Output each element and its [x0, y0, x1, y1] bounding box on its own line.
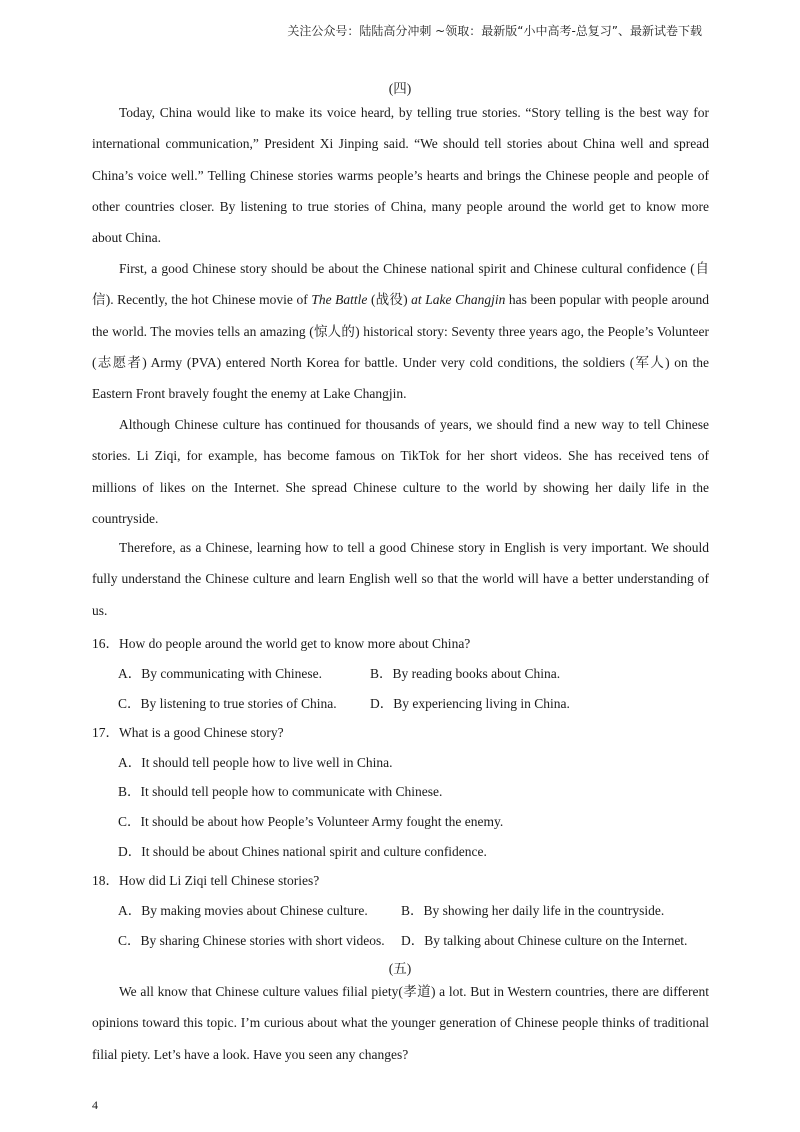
question-16-stem: 16．How do people around the world get to know more about China? — [92, 636, 471, 651]
page-header: 关注公众号：陆陆高分冲刺 ~领取：最新版“小中高考-总复习”、最新试卷下载 — [287, 24, 702, 38]
section-5-paragraph-1: We all know that Chinese culture values filial piety(孝道) a lot. But in Western countries, there are different opinions toward this topic. I’m curious about what the younger generation of Chinese people thinks of traditional filial piety. Let’s have a look. Have you seen any changes? — [92, 984, 709, 1062]
passage-paragraph-2 — [92, 253, 709, 409]
question-16-option-a[interactable]: A．By communicating with Chinese. — [118, 666, 322, 681]
question-16-option-d[interactable]: D．By experiencing living in China. — [370, 696, 570, 711]
question-18-option-d[interactable]: D．By talking about Chinese culture on the Internet. — [401, 933, 688, 948]
question-18-option-a[interactable]: A．By making movies about Chinese culture. — [118, 903, 368, 918]
question-16-option-c[interactable]: C．By listening to true stories of China. — [118, 696, 337, 711]
question-16-option-b[interactable]: B．By reading books about China. — [370, 666, 561, 681]
movie-title-part-2: at Lake Changjin — [411, 292, 506, 308]
question-17-stem: 17．What is a good Chinese story? — [92, 725, 284, 740]
section-title-4: (四) — [388, 81, 412, 96]
paragraph-2-text-b: (战役) — [367, 292, 412, 308]
page-number: 4 — [92, 1098, 98, 1112]
question-17-option-c[interactable]: C．It should be about how People’s Volunteer Army fought the enemy. — [118, 814, 504, 829]
question-17-option-b[interactable]: B．It should tell people how to communicate with Chinese. — [118, 784, 443, 799]
section-title-5: (五) — [388, 961, 412, 976]
passage-paragraph-3: Although Chinese culture has continued for thousands of years, we should find a new way to tell Chinese stories. Li Ziqi, for example, has become famous on TikTok for her short videos. She has received tens of millions of likes on the Internet. She spread Chinese culture to the world by showing her daily life in the countryside. — [92, 417, 709, 526]
paragraph-2-text-a: First, a good Chinese story should be about the Chinese national spirit and Chinese cultural confidence (自信). Recently, the hot Chinese movie of — [92, 261, 709, 308]
movie-title-part-1: The Battle — [311, 292, 368, 308]
passage-paragraph-4: Therefore, as a Chinese, learning how to tell a good Chinese story in English is very important. We should fully understand the Chinese culture and learn English well so that the world will have a better understanding of us. — [92, 540, 709, 618]
passage-paragraph-1: Today, China would like to make its voice heard, by telling true stories. “Story telling is the best way for international communication,” President Xi Jinping said. “We should tell stories about China well and spread China’s voice well.” Telling Chinese stories warms people’s hearts and brings the Chinese people and people of other countries closer. By listening to true stories of China, many people around the world get to know more about China. — [92, 105, 709, 246]
paragraph-2-text-c: has been popular with people around the world. The movies tells an amazing (惊人的) historical story: Seventy three years ago, the People’s Volunteer (志愿者) Army (PVA) entered North Korea for battle. Under very cold conditions, the soldiers (军人) on the Eastern Front bravely fought the enemy at Lake Changjin. — [92, 292, 709, 402]
question-17-option-a[interactable]: A．It should tell people how to live well in China. — [118, 755, 393, 770]
question-18-option-b[interactable]: B．By showing her daily life in the countryside. — [401, 903, 665, 918]
question-18-option-c[interactable]: C．By sharing Chinese stories with short videos. — [118, 933, 385, 948]
question-17-option-d[interactable]: D．It should be about Chines national spirit and culture confidence. — [118, 844, 487, 859]
question-18-stem: 18．How did Li Ziqi tell Chinese stories? — [92, 873, 320, 888]
